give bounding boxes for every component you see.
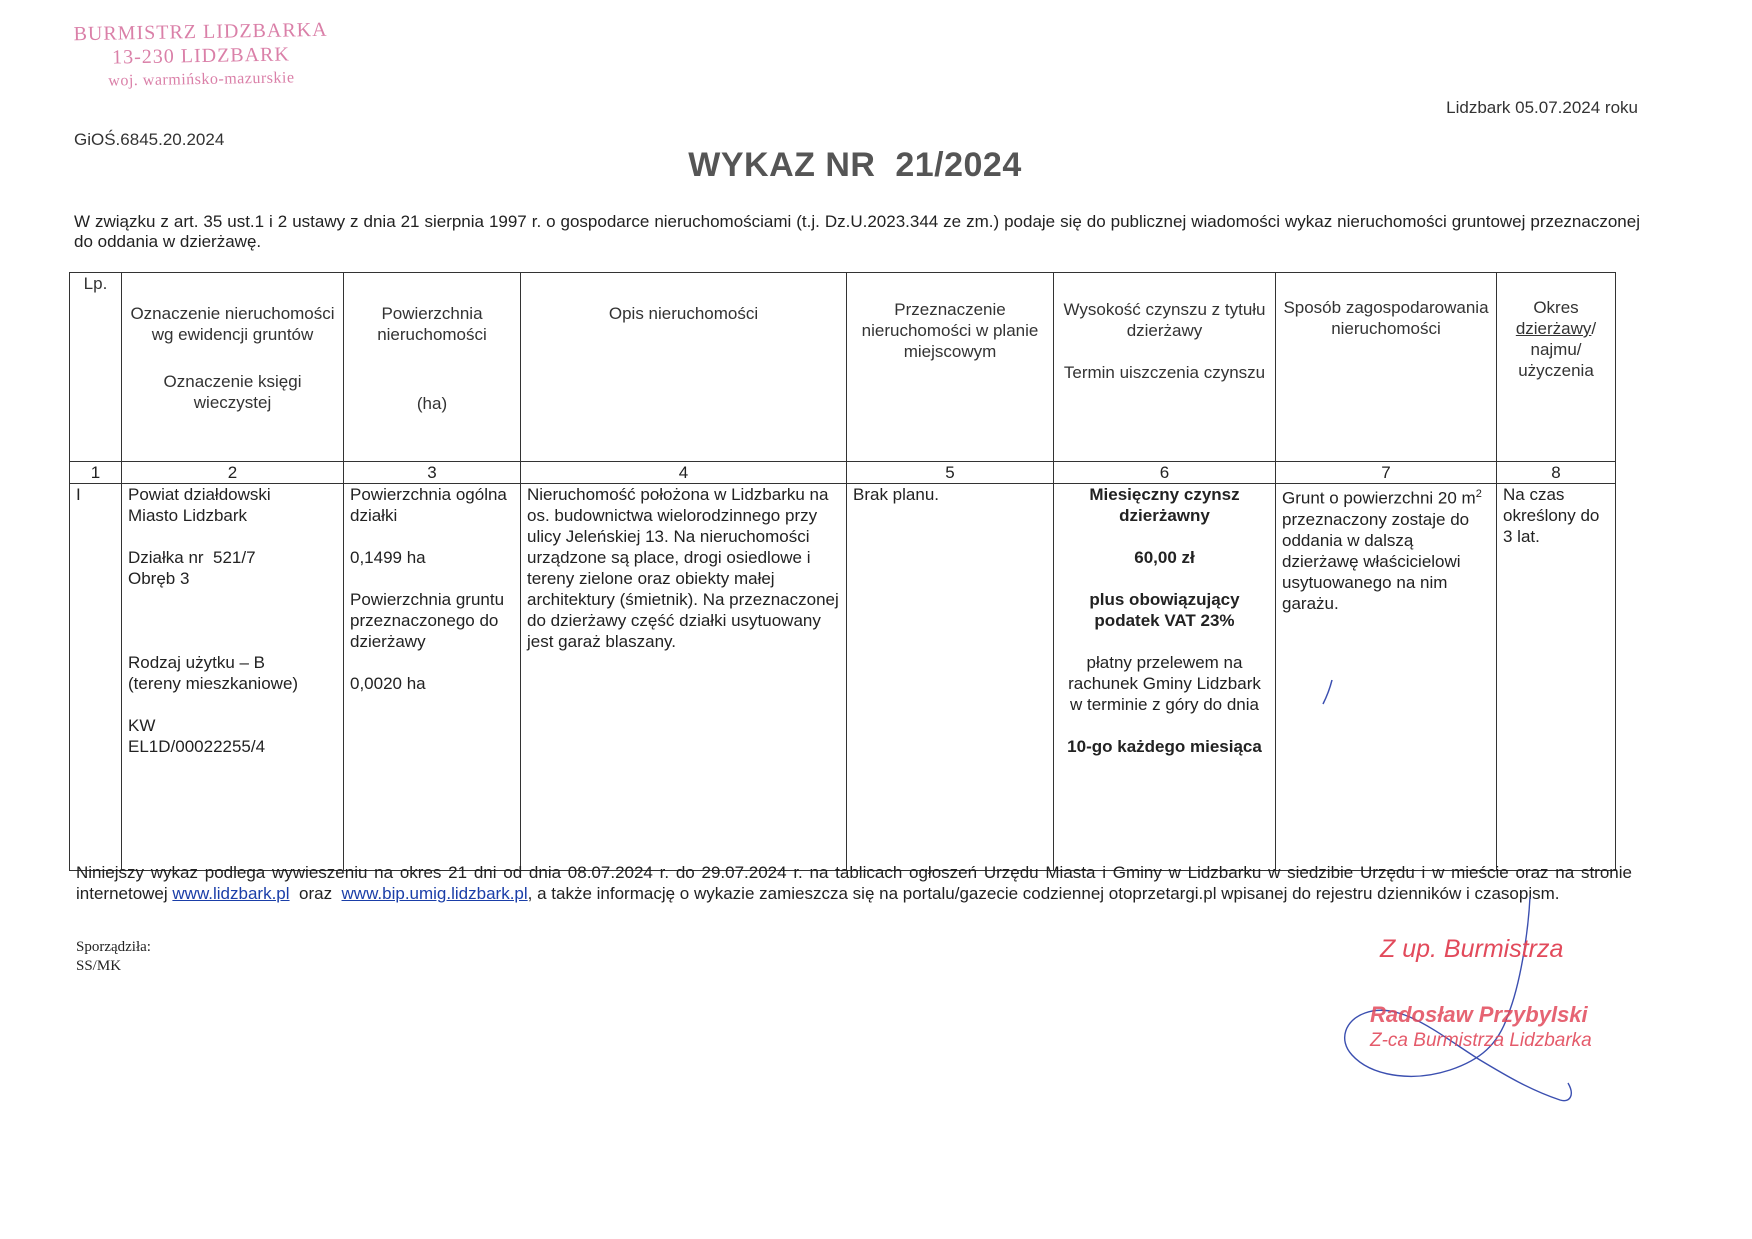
official-stamp — [65, 18, 336, 95]
row-usage-pre: Grunt o powierzchni 20 m — [1282, 488, 1476, 508]
header-rent-b: Termin uiszczenia czynszu — [1063, 363, 1266, 382]
prepared-label: Sporządziła: — [76, 939, 151, 955]
header-designation-a: Oznaczenie nieruchomości wg ewidencji gruntów — [130, 304, 335, 344]
footer-text-2: oraz — [289, 884, 342, 903]
row-powiat: Powiat działdowski — [128, 485, 271, 504]
signature-line-1: Z up. Burmistrza — [1380, 935, 1564, 963]
header-designation — [122, 273, 344, 462]
row-description: Nieruchomość położona w Lidzbarku na os. budownictwa wielorodzinnego przy ulicy Jeleńskiej 13. Na nieruchomości urządzone są place, drogi osiedlowe i tereny zielone oraz obiekty małej architektury (śmietnik). Na przeznaczonej do dzierżawy część działki usytuowany jest garaż blaszany. — [521, 484, 847, 871]
row-rent-payment: płatny przelewem na rachunek Gminy Lidzbark w terminie z góry do dnia — [1068, 653, 1261, 714]
row-rent-amount: 60,00 zł — [1134, 548, 1195, 567]
row-kw-number: EL1D/00022255/4 — [128, 737, 266, 756]
row-lp: I — [70, 484, 122, 871]
header-lp: Lp. — [70, 273, 122, 462]
header-area-unit: (ha) — [416, 394, 448, 413]
header-row — [70, 273, 1616, 462]
header-zoning: Przeznaczenie nieruchomości w planie miejscowym — [847, 273, 1054, 462]
header-period-c: / najmu/ użyczenia — [1518, 319, 1597, 380]
row-usage-post: przeznaczony zostaje do oddania w dalszą dzierżawę właścicielowi usytuowanego na nim garażu. — [1282, 509, 1470, 613]
stamp-line-1: BURMISTRZ LIDZBARKA — [73, 18, 328, 46]
row-area — [344, 484, 521, 871]
row-rent-label: Miesięczny czynsz dzierżawny — [1089, 485, 1240, 525]
row-area-lease-value: 0,0020 ha — [350, 674, 426, 693]
header-rent — [1054, 273, 1276, 462]
signature-block — [1370, 935, 1592, 1052]
row-obreb: Obręb 3 — [128, 569, 190, 588]
row-rodzaj: Rodzaj użytku – B — [128, 653, 266, 672]
header-designation-b: Oznaczenie księgi wieczystej — [163, 372, 302, 412]
reference-number: GiOŚ.6845.20.2024 — [74, 130, 225, 149]
document-date: Lidzbark 05.07.2024 roku — [1446, 98, 1638, 117]
header-period-a: Okres — [1533, 298, 1579, 317]
column-number: 1 — [70, 462, 122, 484]
link-bip[interactable]: www.bip.umig.lidzbark.pl — [341, 884, 528, 903]
row-usage-sup: 2 — [1475, 488, 1482, 500]
column-number: 5 — [847, 462, 1054, 484]
row-rent-vat: plus obowiązujący podatek VAT 23% — [1089, 590, 1240, 630]
row-kw: KW — [128, 716, 156, 735]
prepared-by — [76, 938, 151, 976]
header-description: Opis nieruchomości — [521, 273, 847, 462]
row-area-total-value: 0,1499 ha — [350, 548, 426, 567]
table-row — [70, 484, 1616, 871]
row-usage — [1276, 484, 1497, 871]
document-title: WYKAZ NR 21/2024 — [688, 146, 1022, 184]
row-rent — [1054, 484, 1276, 871]
column-number: 2 — [122, 462, 344, 484]
header-rent-a: Wysokość czynszu z tytułu dzierżawy — [1063, 300, 1266, 340]
signature-title: Z-ca Burmistrza Lidzbarka — [1370, 1030, 1592, 1051]
footer-text-3: , a także informację o wykazie zamieszcza się na portalu/gazecie codziennej otoprzetargi.pl wpisanej do rejestru dzienników i czasopism. — [527, 884, 1560, 903]
header-period — [1497, 273, 1616, 462]
column-number: 7 — [1276, 462, 1497, 484]
row-area-lease-label: Powierzchnia gruntu przeznaczonego do dzierżawy — [350, 590, 505, 651]
pen-tick-mark — [1318, 678, 1338, 708]
row-tereny: (tereny mieszkaniowe) — [128, 674, 299, 693]
column-number: 3 — [344, 462, 521, 484]
header-period-b: dzierżawy — [1515, 319, 1592, 338]
row-area-total-label: Powierzchnia ogólna działki — [350, 485, 507, 525]
prepared-initials: SS/MK — [76, 958, 122, 974]
header-area-a: Powierzchnia nieruchomości — [377, 304, 487, 344]
intro-paragraph: W związku z art. 35 ust.1 i 2 ustawy z dnia 21 sierpnia 1997 r. o gospodarce nieruchomościami (t.j. Dz.U.2023.344 ze zm.) podaje się do publicznej wiadomości wykaz nieruchomości gruntowej przeznaczonej do oddania w dzierżawę. — [74, 212, 1640, 251]
property-table — [69, 272, 1616, 871]
row-period: Na czas określony do 3 lat. — [1497, 484, 1616, 871]
column-number: 4 — [521, 462, 847, 484]
column-number: 6 — [1054, 462, 1276, 484]
row-zoning: Brak planu. — [847, 484, 1054, 871]
link-lidzbark[interactable]: www.lidzbark.pl — [172, 884, 290, 903]
stamp-line-2: 13-230 LIDZBARK — [111, 43, 291, 69]
stamp-line-3: woj. warmińsko-mazurskie — [108, 69, 295, 90]
column-number: 8 — [1497, 462, 1616, 484]
header-area — [344, 273, 521, 462]
header-usage: Sposób zagospodarowania nieruchomości — [1276, 273, 1497, 462]
row-rent-due: 10-go każdego miesiąca — [1067, 737, 1262, 756]
row-miasto: Miasto Lidzbark — [128, 506, 248, 525]
signature-name: Radosław Przybylski — [1370, 1002, 1588, 1027]
row-designation — [122, 484, 344, 871]
row-dzialka: Działka nr 521/7 — [128, 548, 256, 567]
footer-text-1: Niniejszy wykaz podlega wywieszeniu na okres 21 dni od dnia 08.07.2024 r. do 29.07.2024 r. na tablicach ogłoszeń Urzędu Miasta i Gminy w Lidzbarku w siedzibie Urzędu i w mieście oraz na stronie internetowej — [76, 863, 1632, 903]
column-number-row — [70, 462, 1616, 484]
